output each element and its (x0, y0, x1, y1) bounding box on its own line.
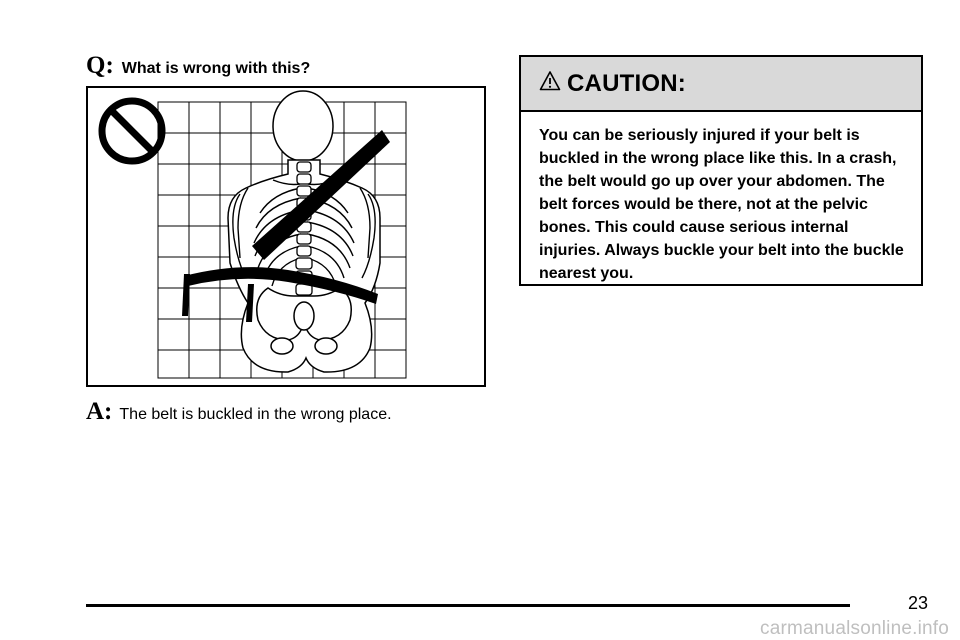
answer-line (86, 398, 392, 426)
answer-letter: A: (86, 398, 113, 425)
skeleton-illustration (88, 88, 484, 385)
caution-title: CAUTION: (567, 69, 686, 97)
caution-header (521, 57, 921, 112)
seat-belt-figure (86, 86, 486, 387)
caution-box (519, 55, 923, 286)
question-letter: Q: (86, 52, 114, 79)
page-number: 23 (908, 593, 929, 613)
prohibition-circle-icon (102, 101, 162, 161)
question-text: What is wrong with this? (121, 60, 311, 77)
footer-rule (86, 604, 850, 607)
answer-text: The belt is buckled in the wrong place. (119, 406, 392, 423)
caution-triangle-icon (539, 70, 561, 92)
watermark: carmanualsonline.info (760, 618, 950, 639)
caution-body: You can be seriously injured if your belt is buckled in the wrong place like this. In a crash, the belt would go up over your abdomen. The belt forces would be there, not at the pelvic bones. This could cause serious internal injuries. Always buckle your belt into the buckle nearest you. (539, 127, 904, 282)
question-line (86, 52, 311, 79)
